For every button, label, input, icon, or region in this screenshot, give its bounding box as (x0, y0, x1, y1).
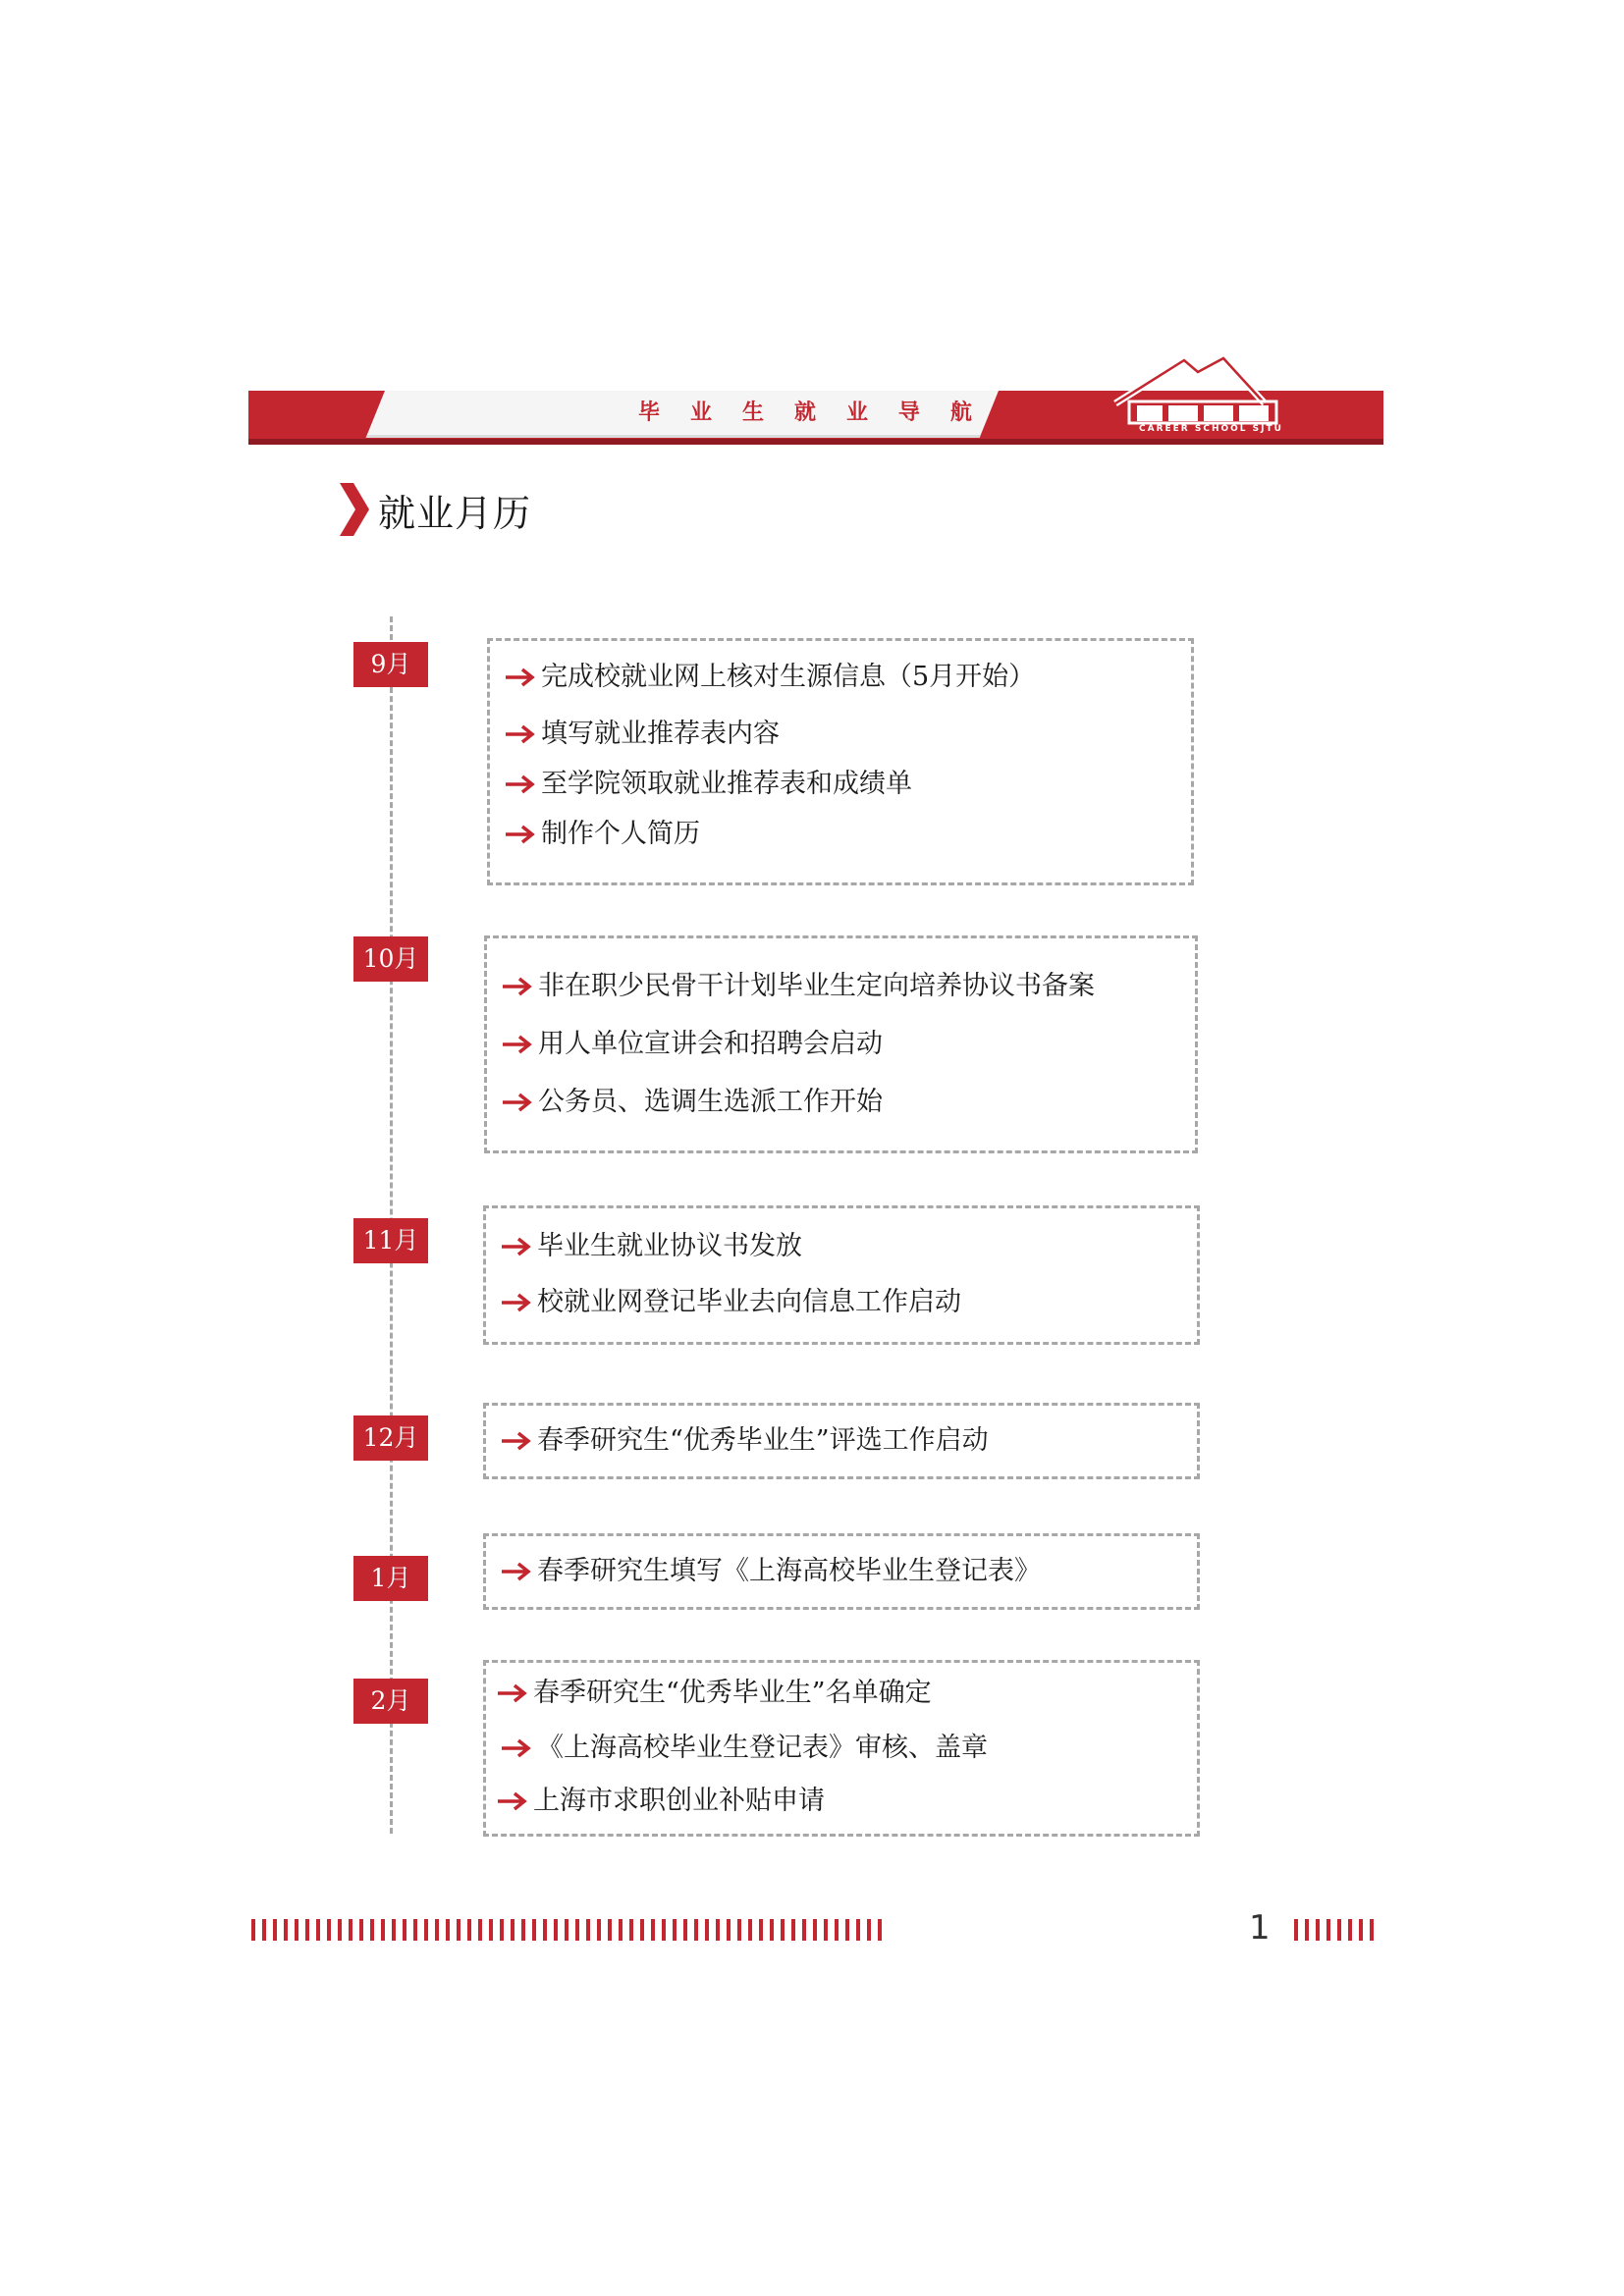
list-item: 制作个人简历 (504, 818, 700, 851)
footer-tick (1305, 1919, 1309, 1941)
footer-tick (349, 1919, 352, 1941)
footer-tick (295, 1919, 298, 1941)
footer-tick (781, 1919, 785, 1941)
footer-tick (1370, 1919, 1374, 1941)
footer-tick (424, 1919, 428, 1941)
month-label-december: 12月 (353, 1415, 428, 1461)
list-item: 用人单位宣讲会和招聘会启动 (501, 1028, 883, 1061)
footer-tick (262, 1919, 266, 1941)
arrow-right-icon (500, 1236, 533, 1257)
footer-tick (467, 1919, 471, 1941)
footer-tick (500, 1919, 504, 1941)
arrow-right-icon (504, 667, 537, 688)
footer-tick (1348, 1919, 1352, 1941)
footer-tick-bar-right (1294, 1919, 1374, 1941)
event-box-february (483, 1660, 1200, 1837)
footer-tick (683, 1919, 687, 1941)
footer-tick (273, 1919, 277, 1941)
footer-tick (845, 1919, 849, 1941)
list-item: 《上海高校毕业生登记表》审核、盖章 (500, 1732, 988, 1765)
arrow-right-icon (504, 774, 537, 795)
footer-tick (543, 1919, 547, 1941)
motto-reason: 理性 Reason (355, 6, 408, 44)
arrow-right-icon (496, 1682, 529, 1704)
footer-tick (791, 1919, 795, 1941)
footer-tick (694, 1919, 698, 1941)
footer-tick (759, 1919, 763, 1941)
footer-tick (554, 1919, 558, 1941)
arrow-right-icon (500, 1430, 533, 1452)
list-item: 春季研究生填写《上海高校毕业生登记表》 (500, 1555, 1041, 1588)
footer-tick (532, 1919, 536, 1941)
page-number: 1 (1249, 1908, 1271, 1948)
footer-tick (867, 1919, 871, 1941)
footer-tick (716, 1919, 720, 1941)
footer-tick (1337, 1919, 1341, 1941)
footer-tick (629, 1919, 633, 1941)
footer-tick (835, 1919, 839, 1941)
event-box-november (483, 1205, 1200, 1345)
page-title: 就业月历 (378, 492, 532, 535)
arrow-right-icon (501, 976, 534, 997)
month-label-october: 10月 (353, 936, 428, 982)
footer-tick (673, 1919, 677, 1941)
footer-tick (521, 1919, 525, 1941)
footer-tick (727, 1919, 731, 1941)
arrow-right-icon (501, 1034, 534, 1055)
chevron-right-icon (338, 481, 371, 538)
footer-tick (1359, 1919, 1363, 1941)
motto-version: 理想 Version (265, 6, 319, 44)
footer-tick (651, 1919, 655, 1941)
arrow-right-icon (500, 1561, 533, 1582)
footer-tick (824, 1919, 828, 1941)
footer-tick (1326, 1919, 1330, 1941)
footer-tick (802, 1919, 806, 1941)
footer-tick (619, 1919, 623, 1941)
footer-tick (1294, 1919, 1298, 1941)
footer-tick (748, 1919, 752, 1941)
footer-tick (338, 1919, 342, 1941)
footer-tick (813, 1919, 817, 1941)
list-item: 至学院领取就业推荐表和成绩单 (504, 768, 912, 801)
motto-passion: 激情 Passion (440, 6, 496, 44)
arrow-right-icon (501, 1092, 534, 1113)
event-box-october (484, 935, 1198, 1153)
list-item: 春季研究生“优秀毕业生”评选工作启动 (500, 1424, 989, 1458)
footer-tick (597, 1919, 601, 1941)
logo-caption: CAREER SCHOOL SJTU (1139, 424, 1283, 434)
footer-tick (575, 1919, 579, 1941)
footer-tick-bar-left (251, 1919, 882, 1941)
footer-tick (359, 1919, 363, 1941)
footer-tick (586, 1919, 590, 1941)
event-box-december (483, 1403, 1200, 1479)
list-item: 上海市求职创业补贴申请 (496, 1785, 825, 1818)
footer-tick (392, 1919, 396, 1941)
footer-tick (1316, 1919, 1320, 1941)
footer-tick (327, 1919, 331, 1941)
list-item: 毕业生就业协议书发放 (500, 1230, 802, 1263)
footer-tick (856, 1919, 860, 1941)
list-item: 填写就业推荐表内容 (504, 718, 780, 751)
month-label-february: 2月 (353, 1679, 428, 1724)
list-item: 校就业网登记毕业去向信息工作启动 (500, 1286, 961, 1319)
arrow-right-icon (504, 723, 537, 745)
list-item: 春季研究生“优秀毕业生”名单确定 (496, 1677, 932, 1710)
footer-tick (457, 1919, 460, 1941)
month-label-september: 9月 (353, 642, 428, 687)
footer-tick (478, 1919, 482, 1941)
event-box-january (483, 1533, 1200, 1610)
footer-tick (381, 1919, 385, 1941)
footer-tick (705, 1919, 709, 1941)
footer-tick (608, 1919, 612, 1941)
arrow-right-icon (500, 1737, 533, 1759)
footer-tick (305, 1919, 309, 1941)
motto-dedication: 执着 Dedication (525, 6, 603, 44)
arrow-right-icon (496, 1790, 529, 1812)
footer-tick (511, 1919, 514, 1941)
footer-tick (370, 1919, 374, 1941)
month-label-november: 11月 (353, 1218, 428, 1263)
footer-tick (446, 1919, 450, 1941)
list-item: 非在职少民骨干计划毕业生定向培养协议书备案 (501, 970, 1095, 1003)
list-item: 完成校就业网上核对生源信息（5月开始） (504, 661, 1035, 694)
footer-tick (878, 1919, 882, 1941)
month-label-january: 1月 (353, 1556, 428, 1601)
arrow-right-icon (500, 1292, 533, 1313)
footer-tick (640, 1919, 644, 1941)
footer-tick (251, 1919, 255, 1941)
footer-tick (403, 1919, 406, 1941)
footer-tick (435, 1919, 439, 1941)
event-box-september (487, 638, 1194, 885)
arrow-right-icon (504, 824, 537, 845)
footer-tick (284, 1919, 288, 1941)
list-item: 公务员、选调生选派工作开始 (501, 1086, 883, 1119)
footer-tick (489, 1919, 493, 1941)
footer-tick (737, 1919, 741, 1941)
footer-tick (565, 1919, 568, 1941)
footer-tick (662, 1919, 666, 1941)
footer-tick (413, 1919, 417, 1941)
nav-title: 毕 业 生 就 业 导 航 (638, 400, 972, 425)
footer-tick (770, 1919, 774, 1941)
footer-tick (316, 1919, 320, 1941)
